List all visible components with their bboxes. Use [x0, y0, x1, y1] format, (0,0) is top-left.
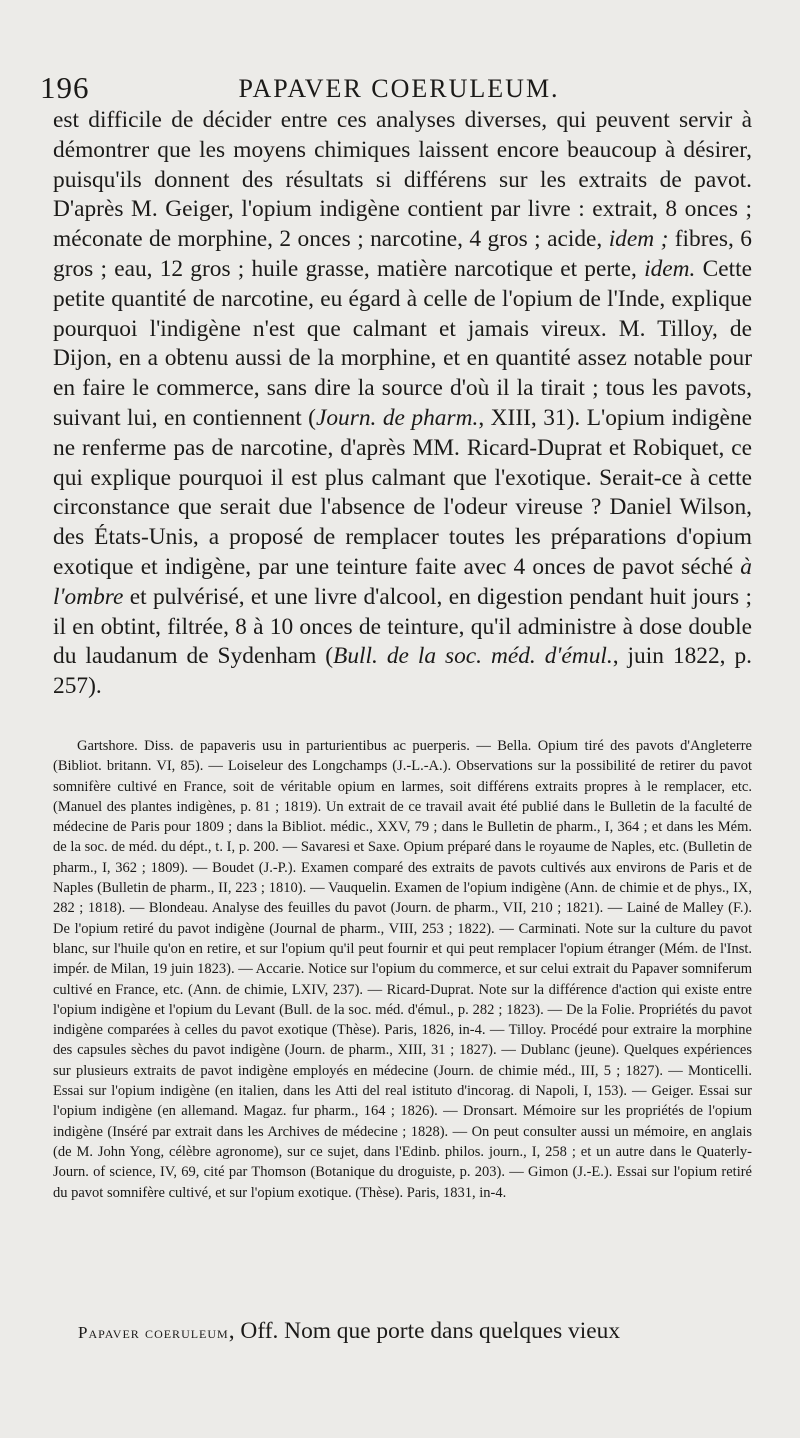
running-title: PAPAVER COERULEUM. — [238, 74, 560, 103]
body-text-part: fibres, 6 gros ; eau, 12 gros ; huile grasse, matière narcotique et perte, — [53, 226, 752, 282]
body-text-part: est difficile de décider entre ces analyses diverses, qui peuvent servir à démontrer que les moyens chimiques laissent encore beaucoup à désirer, puisqu'ils donnent des résultats si différens sur les extraits de pavot. D'après M. Geiger, l'opium indigène contient par livre : extrait, 8 onces ; méconate de morphine, 2 onces ; narcotine, 4 gros ; acide, — [53, 107, 752, 253]
body-paragraph — [53, 106, 752, 702]
body-text-part: et pulvérisé, et une livre d'alcool, en digestion pendant huit jours ; il en obtint, filtrée, 8 à 10 onces de teinture, qu'il administre à dose double du laudanum de Sydenham ( — [53, 583, 752, 670]
citation-journal: Bull. de la soc. méd. d'émul. — [333, 643, 613, 670]
body-text-part: , juin 1822, p. 257). — [53, 643, 753, 700]
entry-headword: Papaver coeruleum — [78, 1323, 229, 1342]
italic-phrase: à l'ombre — [53, 553, 752, 610]
italic-idem: idem ; — [608, 226, 669, 253]
italic-idem: idem. — [644, 255, 696, 282]
bibliography-note: Gartshore. Diss. de papaveris usu in parturientibus ac puerperis. — Bella. Opium tiré des pavots d'Angleterre (Bibliot. britann. VI, 85). — Loiseleur des Longchamps (J.-L.-A.). Observations sur la possibilité de retirer du pavot somnifère cultivé en France, soit de véritable opium en larmes, soit différens extraits propres à le remplacer, etc. (Manuel des plantes indigènes, p. 81 ; 1819). Un extrait de ce travail avait été publié dans le Bulletin de la faculté de médecine de Paris pour 1809 ; dans la Bibliot. médic., XXV, 79 ; dans le Bulletin de pharm., I, 364 ; et dans les Mém. de la soc. de méd. du dépt., t. I, p. 200. — Savaresi et Saxe. Opium préparé dans le royaume de Naples, etc. (Bulletin de pharm., I, 362 ; 1809). — Boudet (J.-P.). Examen comparé des extraits de pavots cultivés aux environs de Paris et de Naples (Bulletin de pharm., II, 223 ; 1810). — Vauquelin. Examen de l'opium indigène (Ann. de chimie et de phys., IX, 282 ; 1818). — Blondeau. Analyse des feuilles du pavot (Journ. de pharm., VII, 210 ; 1821). — Lainé de Malley (F.). De l'opium retiré du pavot indigène (Journal de pharm., VIII, 253 ; 1822). — Carminati. Note sur la culture du pavot blanc, sur l'huile qu'on en retire, et sur l'opium qu'il peut fournir et qui peut remplacer l'opium étranger (Mém. de l'Inst. impér. de Milan, 19 juin 1823). — Accarie. Notice sur l'opium du commerce, et sur celui extrait du Papaver somniferum cultivé en France, etc. (Ann. de chimie, LXIV, 237). — Ricard-Duprat. Note sur la différence d'action qui existe entre l'opium indigène et l'opium du Levant (Bull. de la soc. méd. d'émul., p. 282 ; 1823). — De la Folie. Propriétés du pavot indigène comparées à celles du pavot exotique (Thèse). Paris, 1826, in-4. — Tilloy. Procédé pour extraire la morphine des capsules sèches du pavot indigène (Journ. de pharm., XIII, 31 ; 1827). — Dublanc (jeune). Quelques expériences sur plusieurs extraits de pavot indigène employés en médecine (Journ. de chimie méd., III, 5 ; 1827). — Monticelli. Essai sur l'opium indigène (en italien, dans les Atti del real istituto d'incorag. di Napoli, I, 153). — Geiger. Essai sur l'opium indigène (en allemand. Magaz. fur pharm., 164 ; 1826). — Dronsart. Mémoire sur les propriétés de l'opium indigène (Inséré par extrait dans les Archives de médecine ; 1828). — On peut consulter aussi un mémoire, en anglais (de M. John Yong, célèbre agronome), sur ce sujet, dans l'Edinb. philos. journ., I, 258 ; et un autre dans le Quaterly-Journ. of science, IV, 69, cité par Thomson (Botanique du droguiste, p. 203). — Gimon (J.-E.). Essai sur l'opium retiré du pavot somnifère cultivé, et sur l'opium exotique. (Thèse). Paris, 1831, in-4. — [53, 738, 752, 1201]
next-entry — [78, 1316, 752, 1348]
page-number: 196 — [40, 70, 90, 105]
body-text-part: , XIII, 31). L'opium indigène ne renferme pas de narcotine, d'après MM. Ricard-Duprat et Robiquet, ce qui explique pourquoi il est plus calmant que l'exotique. Serait-ce à cette circonstance que serait due l'absence de l'odeur vireuse ? Daniel Wilson, des États-Unis, a proposé de remplacer toutes les préparations d'opium exotique et indigène, par une teinture faite avec 4 onces de pavot séché — [53, 404, 752, 580]
page-header — [40, 70, 758, 110]
citation-journal: Journ. de pharm. — [315, 404, 479, 431]
entry-text: , Off. Nom que porte dans quelques vieux — [228, 1318, 621, 1344]
body-text-part: Cette petite quantité de narcotine, eu égard à celle de l'opium de l'Inde, explique pourquoi l'indigène n'est que calmant et jamais vireux. M. Tilloy, de Dijon, en a obtenu aussi de la morphine, et en quantité assez notable pour en faire le commerce, sans dire la source d'où il la tirait ; tous les pavots, suivant lui, en contiennent ( — [53, 255, 752, 431]
